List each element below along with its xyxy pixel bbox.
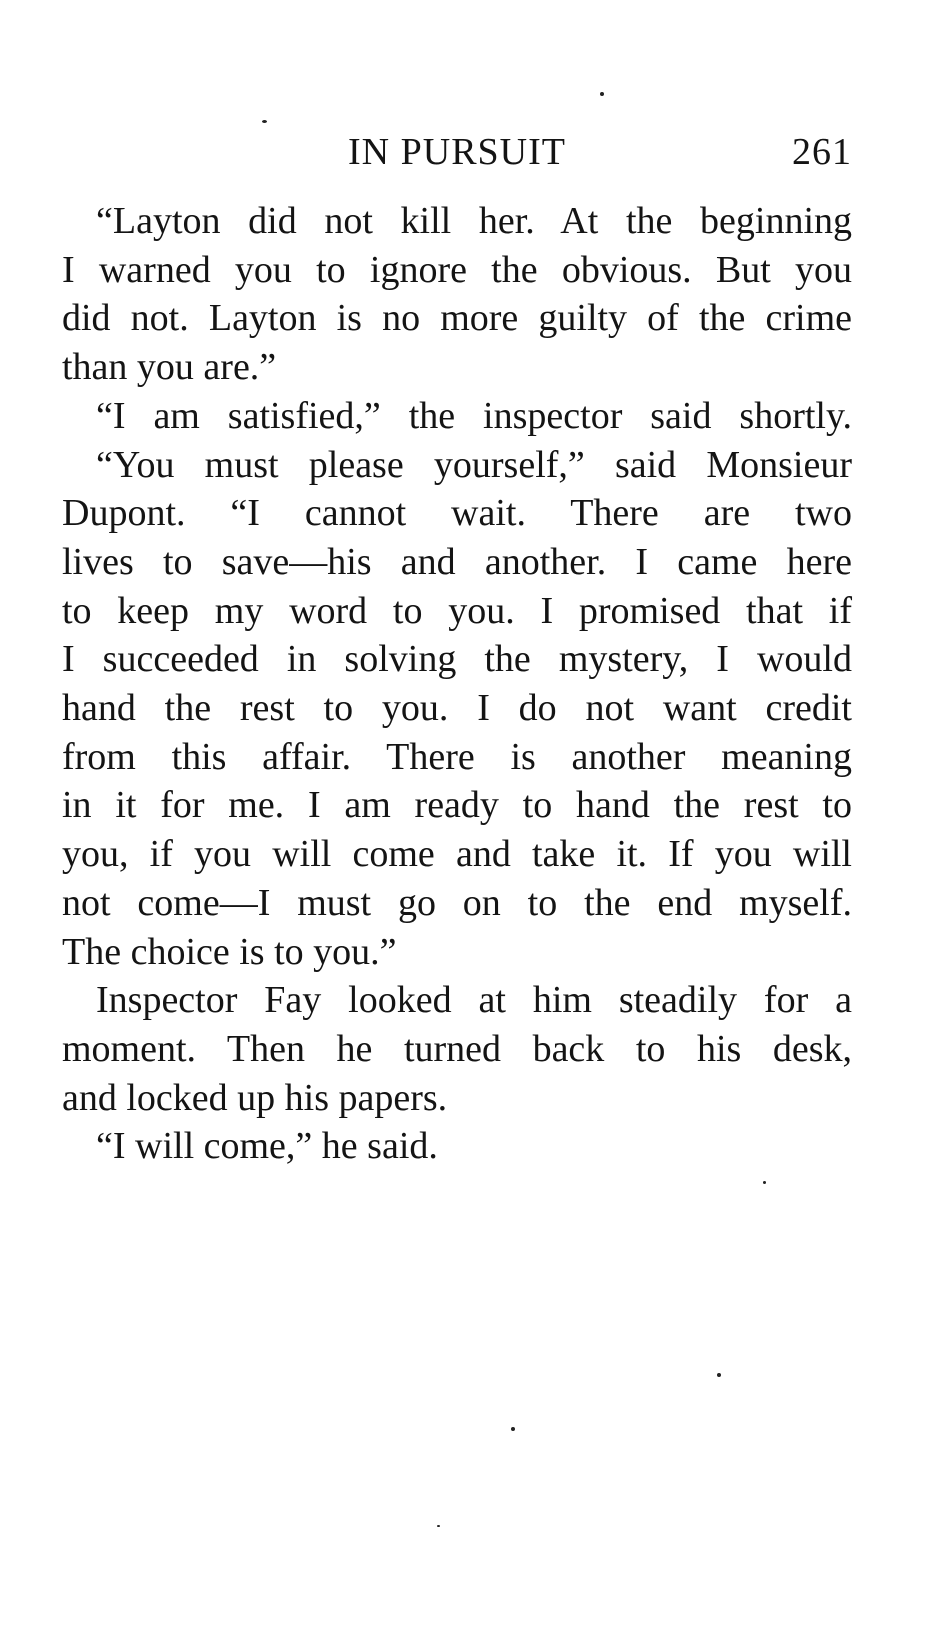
text-line: lives to save—his and another. I came here [62, 540, 852, 583]
text-line: to keep my word to you. I promised that if [62, 589, 852, 632]
scan-speck [511, 1427, 515, 1431]
text-line: and locked up his papers. [62, 1076, 448, 1119]
scan-speck [717, 1373, 721, 1377]
paragraph-1 [62, 197, 852, 392]
text-line: Inspector Fay looked at him steadily for a [96, 979, 852, 1022]
paragraph-2 [62, 392, 852, 441]
text-line: I succeeded in solving the mystery, I would [62, 638, 852, 681]
text-line: The choice is to you.” [62, 930, 397, 973]
text-line: not come—I must go on to the end myself. [62, 881, 852, 924]
text-line: hand the rest to you. I do not want credit [62, 687, 852, 730]
scan-speck [437, 1525, 440, 1527]
scan-speck [600, 92, 604, 96]
text-line: “I will come,” he said. [96, 1125, 438, 1168]
text-line: Dupont. “I cannot wait. There are two [62, 492, 852, 535]
text-line: “Layton did not kill her. At the beginning [96, 200, 852, 242]
text-line: “You must please yourself,” said Monsieur [96, 443, 852, 486]
scan-speck [763, 1181, 766, 1184]
text-line: I warned you to ignore the obvious. But you [62, 248, 852, 291]
text-line: “I am satisfied,” the inspector said shortly. [96, 394, 852, 437]
text-line: you, if you will come and take it. If you will [62, 833, 852, 876]
paragraph-4 [62, 976, 852, 1122]
text-line: than you are.” [62, 346, 277, 389]
page-number: 261 [792, 131, 852, 173]
text-line: did not. Layton is no more guilty of the crime [62, 297, 852, 340]
paragraph-3 [62, 441, 852, 977]
paragraph-5 [62, 1122, 852, 1171]
page-header [62, 122, 852, 182]
running-head: IN PURSUIT [348, 131, 566, 173]
text-line: in it for me. I am ready to hand the rest to [62, 784, 852, 827]
text-line: from this affair. There is another meaning [62, 735, 852, 778]
scan-speck [262, 120, 267, 123]
text-line: moment. Then he turned back to his desk, [62, 1027, 852, 1070]
body-text [62, 197, 852, 1171]
